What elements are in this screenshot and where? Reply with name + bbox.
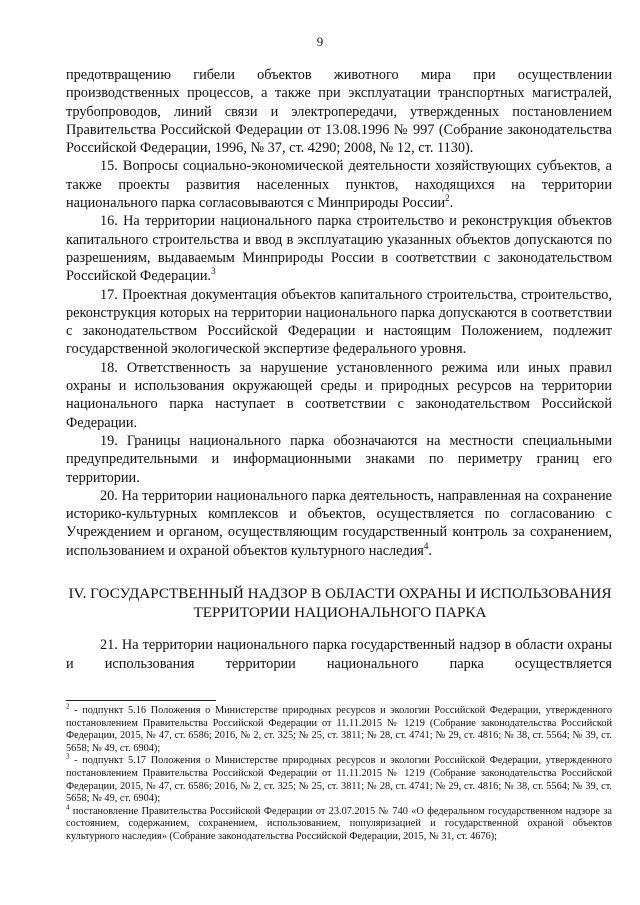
paragraph-20: 20. На территории национального парка деятельность, направленная на сохранение историко-культурных комплексов и объектов, осуществляется по согласованию с Учреждением и органом, осуществляющим государственный контроль за сохранением, использованием и охраной объектов культурного наследия$^4$.	[66, 487, 612, 559]
paragraph-14-continued: предотвращению гибели объектов животного мира при осуществлении производственных процессов, а также при эксплуатации транспортных магистралей, трубопроводов, линий связи и электропередачи, утвержденных постановлением Правительства Российской Федерации от 13.08.1996 № 997 (Собрание законодательства Российской Федерации, 1996, № 37, ст. 4290; 2008, № 12, ст. 1130).	[66, 67, 612, 157]
paragraph-18: 18. Ответственность за нарушение установленного режима или иных правил охраны и использования окружающей среды и природных ресурсов на территории национального парка наступает в соответствии с законодательством Российской Федерации.	[66, 359, 612, 431]
document-body	[66, 66, 612, 560]
paragraph-16: 16. На территории национального парка строительство и реконструкция объектов капитального строительства и ввод в эксплуатацию указанных объектов допускаются по разрешениям, выдаваемым Минприроды России в соответствии с законодательством Российской Федерации.$^3$	[66, 213, 612, 285]
paragraph-21-block	[66, 636, 612, 674]
page-number: 9	[316, 34, 324, 49]
footnote-ref-3: 3	[211, 266, 216, 277]
footnotes	[66, 702, 612, 844]
footnote-number: 4	[66, 803, 70, 812]
footnote-2: $^2$ - подпункт 5.16 Положения о Министерстве природных ресурсов и экологии Российской Федерации, утвержденного постановлением Правительства Российской Федерации от 11.11.2015 № 1219 (Собрание законодательства Российской Федерации, 2015, № 47, ст. 6586; 2016, № 2, ст. 325; № 25, ст. 3811; № 28, ст. 4741; № 29, ст. 4816; № 38, ст. 5564; № 39, ст. 5658; № 49, ст. 6904);	[66, 702, 612, 754]
paragraph-19: 19. Границы национального парка обозначаются на местности специальными предупредительными и информационными знаками по периметру границ его территории.	[66, 432, 612, 486]
footnote-3: $^3$ - подпункт 5.17 Положения о Министерстве природных ресурсов и экологии Российской Федерации, утвержденного постановлением Правительства Российской Федерации от 11.11.2015 № 1219 (Собрание законодательства Российской Федерации, 2015, № 47, ст. 6586; 2016, № 2, ст. 325; № 25, ст. 3811; № 28, ст. 4741; № 29, ст. 4816; № 38, ст. 5564; № 39, ст. 5658; № 49, ст. 6904);	[66, 752, 612, 805]
section-heading-line-2: ТЕРРИТОРИИ НАЦИОНАЛЬНОГО ПАРКА	[193, 604, 487, 621]
paragraph-21: 21. На территории национального парка государственный надзор в области охраны и использования территории национального парка осуществляется	[66, 637, 612, 672]
section-heading-line-1: IV. ГОСУДАРСТВЕННЫЙ НАДЗОР В ОБЛАСТИ ОХРАНЫ И ИСПОЛЬЗОВАНИЯ	[68, 585, 612, 602]
footnote-ref-4: 4	[423, 540, 429, 551]
footnote-number: 3	[66, 752, 70, 761]
footnote-divider	[66, 700, 216, 701]
footnote-ref-2: 2	[445, 193, 450, 204]
footnote-4: $^4$ постановление Правительства Российской Федерации от 23.07.2015 № 740 «О федеральном государственном надзоре за состоянием, содержанием, сохранением, использованием, популяризацией и государственной охраной объектов культурного наследия» (Собрание законодательства Российской Федерации, 2015, № 31, ст. 4676);	[66, 803, 612, 842]
paragraph-15: 15. Вопросы социально-экономической деятельности хозяйствующих субъектов, а также проекты развития населенных пунктов, находящихся на территории национального парка согласовываются с Минприроды России$^2$.	[66, 158, 612, 212]
footnote-number: 2	[66, 702, 70, 711]
section-heading	[60, 584, 620, 622]
paragraph-17: 17. Проектная документация объектов капитального строительства, строительство, реконструкция которых на территории национального парка допускаются в соответствии с законодательством Российской Федерации и настоящим Положением, подлежит государственной экологической экспертизе федерального уровня.	[66, 286, 612, 358]
